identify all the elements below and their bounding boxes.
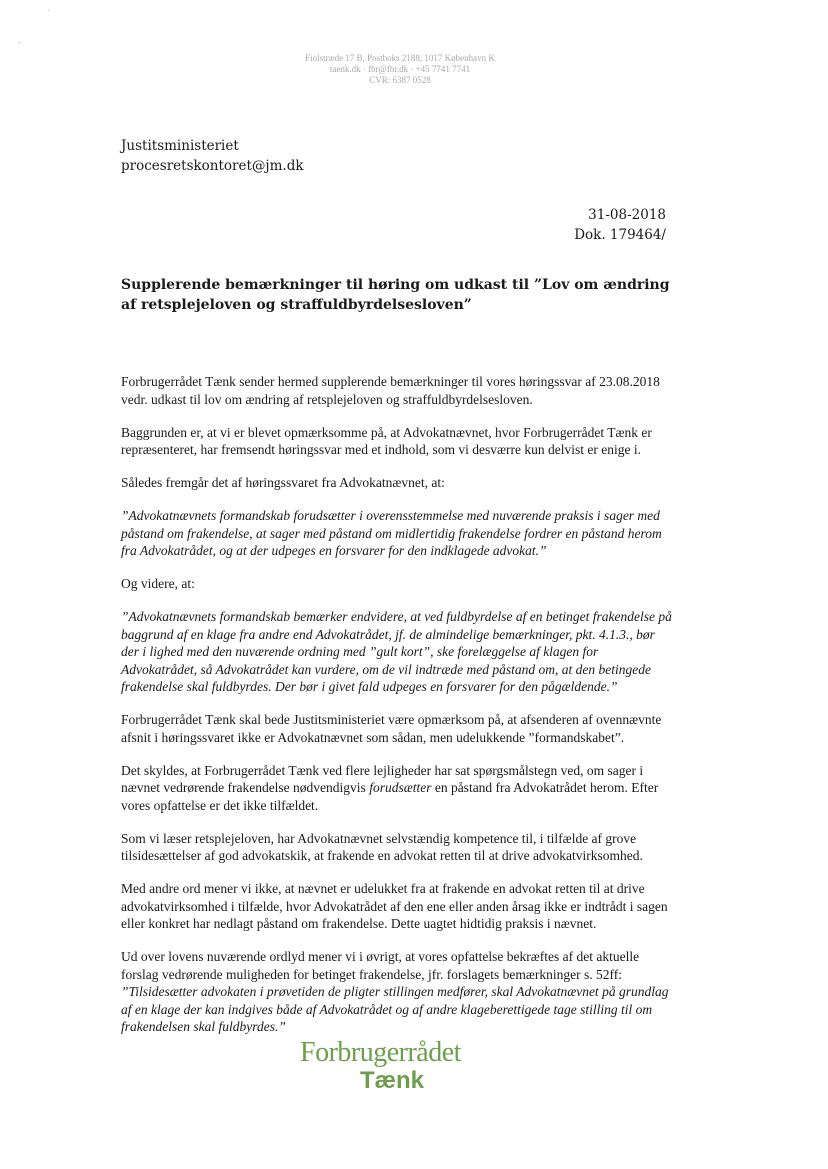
sender-letterhead — [250, 53, 550, 86]
paragraph: Forbrugerrådet Tænk skal bede Justitsministeriet være opmærksom på, at afsenderen af ovennævnte afsnit i høringssvaret ikke er Advokatnævnet som sådan, men udelukkende ”formandskabet”. — [121, 712, 662, 745]
quote-paragraph: ”Advokatnævnets formandskab forudsætter i overensstemmelse med nuværende praksis i sager med påstand om frakendelse, at sager med påstand om midlertidig frakendelse fordrer en påstand herom fra Advokatrådet, og at der udpeges en forsvarer for den indklagede advokat.” — [121, 508, 662, 558]
emphasis-text: forudsætter — [369, 780, 432, 795]
sender-cvr: CVR: 6387 0528 — [369, 75, 431, 85]
paragraph — [121, 762, 674, 815]
paragraph: Forbrugerrådet Tænk sender hermed supplerende bemærkninger til vores høringssvar af 23.08.2018 vedr. udkast til lov om ændring af retsplejeloven og straffuldbyrdelsesloven. — [121, 374, 660, 407]
forbrugerraadet-taenk-logo — [300, 1038, 520, 1094]
scan-mark: - — [18, 38, 21, 47]
logo-line-1: Forbrugerrådet — [300, 1037, 461, 1068]
paragraph: Således fremgår det af høringssvaret fra Advokatnævnet, at: — [121, 475, 445, 490]
paragraph — [121, 948, 674, 1036]
document-meta — [574, 205, 666, 245]
sender-address: Fiolstræde 17 B, Postboks 2188, 1017 København K — [305, 53, 495, 63]
paragraph: Og videre, at: — [121, 576, 195, 591]
sender-contact: taenk.dk · fbr@fbr.dk · +45 7741 7741 — [329, 64, 471, 74]
paragraph: Med andre ord mener vi ikke, at nævnet er udelukket fra at frakende en advokat retten til at drive advokatvirksomhed i tilfælde, hvor Advokatrådet af den ene eller anden årsag ikke er indtrådt i sagen eller konkret har nedlagt påstand om frakendelse. Dette uagtet hidtidig praksis i nævnet. — [121, 881, 668, 931]
paragraph: Baggrunden er, at vi er blevet opmærksomme på, at Advokatnævnet, hvor Forbrugerrådet Tænk er repræsenteret, har fremsendt høringssvar med et indhold, som vi desværre kun delvist er enige i. — [121, 424, 652, 457]
letter-title: Supplerende bemærkninger til høring om udkast til ”Lov om ændring af retsplejeloven og straffuldbyrdelsesloven” — [121, 277, 670, 313]
quoted-text: ”Tilsidesætter advokaten i prøvetiden de pligter stillingen medfører, skal Advokatnævnet på grundlag af en klage der kan indgives både af Advokatrådet og af andre klageberettigede tage stilling til om frakendelsen skal fuldbyrdes.” — [121, 984, 669, 1034]
text-run: en påstand fra Advokatrådet herom. Efter vores opfattelse er det ikke tilfældet. — [121, 780, 659, 813]
text-run: Ud over lovens nuværende ordlyd mener vi i øvrigt, at vores opfattelse bekræftes af det aktuelle forslag vedrørende muligheden for betinget frakendelse, jfr. forslagets bemærkninger s. 52ff: — [121, 949, 640, 982]
scan-mark: ` — [47, 9, 51, 18]
document-number: Dok. 179464/ — [574, 227, 666, 243]
letter-body — [121, 373, 674, 1051]
paragraph: Som vi læser retsplejeloven, har Advokatnævnet selvstændig kompetence til, i tilfælde af grove tilsidesættelser af god advokatskik, at frakende en advokat retten til at drive advokatvirksomhed. — [121, 830, 643, 863]
quote-paragraph: ”Advokatnævnets formandskab bemærker endvidere, at ved fuldbyrdelse af en betinget frakendelse på baggrund af en klage fra andre end Advokatrådet, jf. de almindelige bemærkninger, pkt. 4.1.3., bør der i lighed med den nuværende ordning med ”gult kort”, ske forelæggelse af klagen for Advokatrådet, så Advokatrådet kan vurdere, om de vil indtræde med påstand om, at den betingede frakendelse skal fuldbyrdes. Der bør i givet fald udpeges en forsvarer for den pågældende.” — [121, 609, 672, 694]
recipient-block — [121, 136, 304, 176]
recipient-email: procesretskontoret@jm.dk — [121, 158, 304, 174]
text-run: Det skyldes, at Forbrugerrådet Tænk ved flere lejligheder har sat spørgsmålstegn ved, om sager i nævnet vedrørende frakendelse nødvendigvis — [121, 762, 644, 795]
logo-line-2: Tænk — [360, 1067, 425, 1094]
document-date: 31-08-2018 — [588, 207, 666, 223]
recipient-name: Justitsministeriet — [121, 138, 239, 154]
